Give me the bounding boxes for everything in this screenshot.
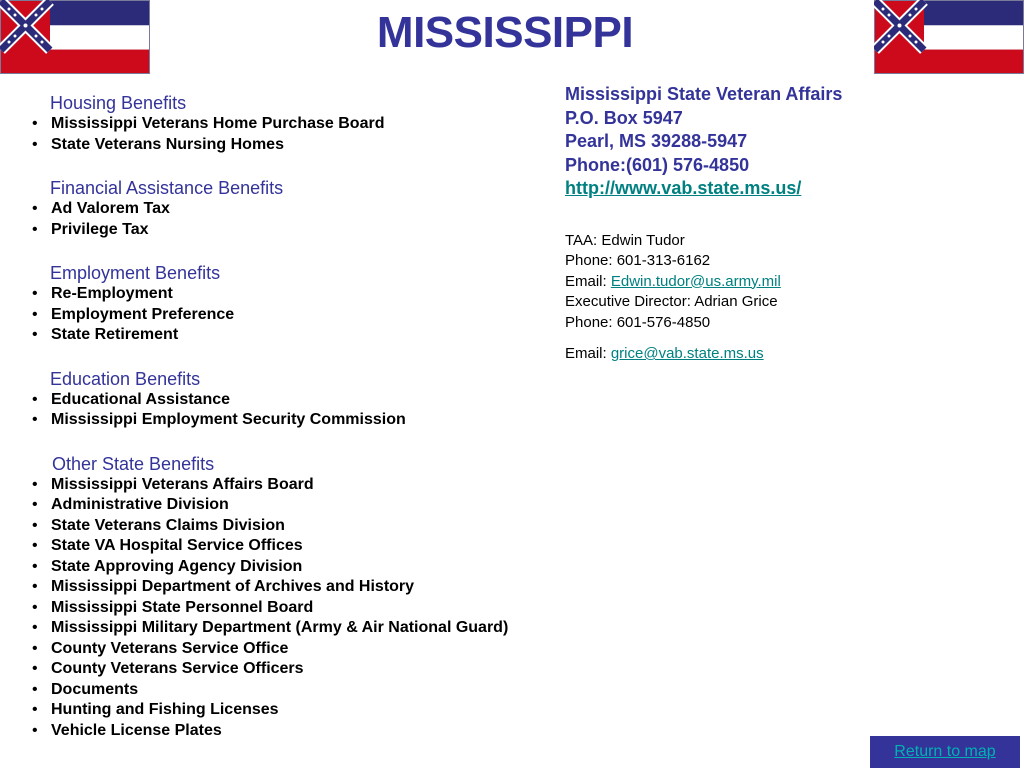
benefit-section [32, 368, 562, 431]
page-title: MISSISSIPPI [376, 8, 634, 57]
contact-column [565, 83, 1015, 365]
benefit-section [32, 262, 562, 346]
benefit-section [32, 453, 562, 742]
email-label: Email: [565, 345, 611, 362]
list-item: • Hunting and Fishing Licenses [32, 700, 562, 721]
list-item: • Ad Valorem Tax [32, 199, 562, 220]
taa-email-link[interactable]: Edwin.tudor@us.army.mil [610, 272, 781, 290]
taa-name: TAA: Edwin Tudor [565, 231, 685, 249]
list-item: • Mississippi Veterans Home Purchase Board [32, 114, 562, 135]
taa-email-row [565, 272, 1015, 293]
list-item: • Educational Assistance [32, 390, 562, 411]
benefit-section [32, 92, 562, 155]
list-item: • Mississippi State Personnel Board [32, 598, 562, 619]
org-phone: Phone:(601) 576-4850 [565, 154, 750, 175]
list-item: • County Veterans Service Officers [32, 659, 562, 680]
director-email-link[interactable]: grice@vab.state.ms.us [610, 345, 764, 362]
list-item: • Privilege Tax [32, 220, 562, 241]
org-city-line: Pearl, MS 39288-5947 [565, 131, 748, 151]
benefits-column [32, 92, 562, 741]
list-item: • State Retirement [32, 325, 562, 346]
benefit-list [32, 199, 562, 240]
list-item: • Documents [32, 680, 562, 701]
list-item: • State Veterans Claims Division [32, 516, 562, 537]
section-title: Employment Benefits [50, 263, 221, 283]
list-item: • State Approving Agency Division [32, 557, 562, 578]
org-address-line: P.O. Box 5947 [565, 107, 683, 128]
taa-phone: Phone: 601-313-6162 [565, 252, 711, 269]
director-email-row [565, 344, 1015, 365]
list-item: • Administrative Division [32, 495, 562, 516]
benefit-list [32, 284, 562, 346]
director-name: Executive Director: Adrian Grice [565, 293, 778, 310]
list-item: • State Veterans Nursing Homes [32, 135, 562, 156]
benefit-list [32, 475, 562, 742]
list-item: • State VA Hospital Service Offices [32, 536, 562, 557]
org-website-link[interactable]: http://www.vab.state.ms.us/ [565, 178, 802, 198]
list-item: • Mississippi Department of Archives and History [32, 577, 562, 598]
return-to-map-button[interactable]: Return to map [870, 736, 1020, 768]
list-item: • Mississippi Veterans Affairs Board [32, 475, 562, 496]
list-item: • Vehicle License Plates [32, 721, 562, 742]
email-label: Email: [565, 272, 611, 290]
list-item: • Employment Preference [32, 305, 562, 326]
list-item: • County Veterans Service Office [32, 639, 562, 660]
benefit-list [32, 390, 562, 431]
director-phone: Phone: 601-576-4850 [565, 313, 711, 331]
section-title: Education Benefits [50, 368, 201, 389]
section-title: Housing Benefits [50, 93, 187, 113]
list-item: • Re-Employment [32, 284, 562, 305]
benefit-section [32, 177, 562, 240]
list-item: • Mississippi Employment Security Commission [32, 410, 562, 431]
section-title: Financial Assistance Benefits [50, 178, 284, 198]
benefit-list [32, 114, 562, 155]
section-title: Other State Benefits [52, 453, 215, 474]
org-name: Mississippi State Veteran Affairs [565, 84, 843, 104]
contact-details [565, 231, 1015, 365]
list-item: • Mississippi Military Department (Army & Air National Guard) [32, 618, 562, 639]
